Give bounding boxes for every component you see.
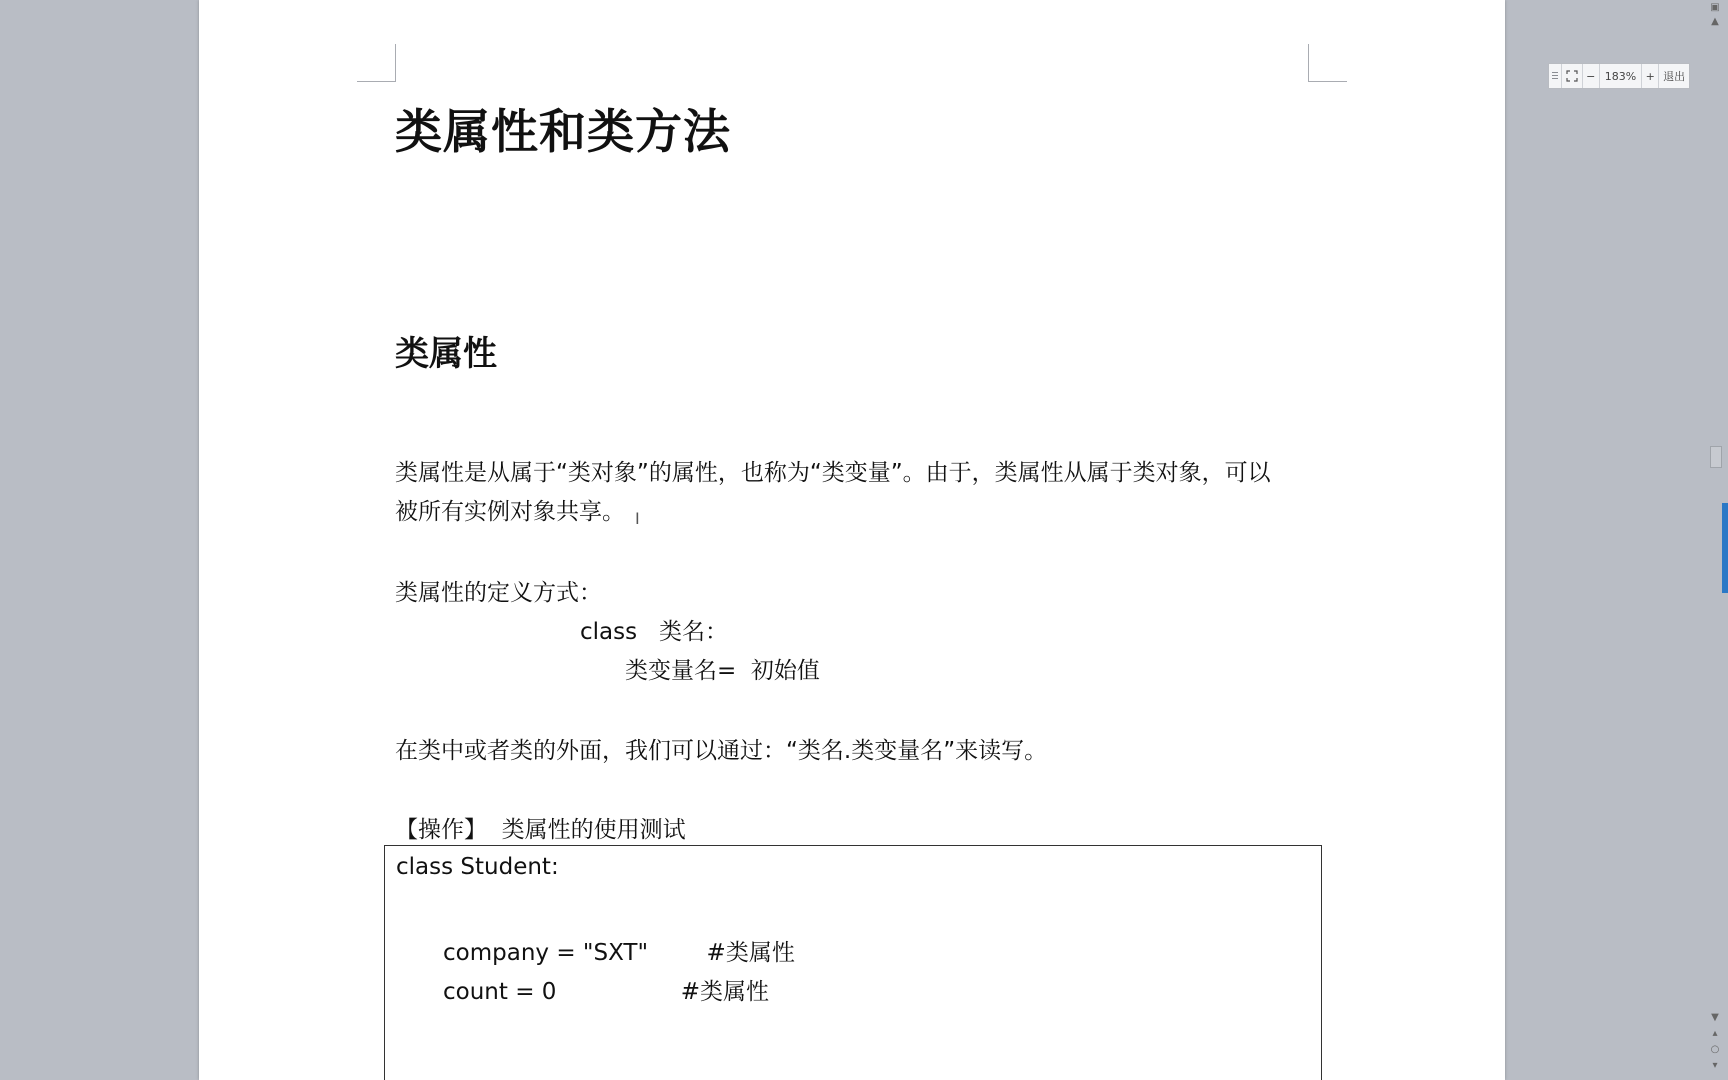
code-line: class Student:	[396, 854, 559, 880]
code-line: company = "SXT" #类属性	[443, 940, 795, 966]
scrollbar-thumb[interactable]	[1710, 446, 1722, 468]
zoom-control	[1548, 63, 1690, 89]
pin-icon[interactable]: ▣	[1710, 2, 1720, 13]
grip-icon[interactable]	[1549, 64, 1562, 88]
scroll-down-icon[interactable]: ▼	[1711, 1012, 1719, 1023]
syntax-line: class 类名：	[580, 619, 729, 645]
code-block	[384, 845, 1322, 1080]
fit-page-icon[interactable]	[1562, 64, 1583, 88]
crop-mark-top-left	[357, 44, 396, 82]
next-page-icon[interactable]: ▾	[1712, 1060, 1718, 1071]
prev-page-icon[interactable]: ▴	[1712, 1028, 1718, 1039]
definition-label: 类属性的定义方式：	[395, 580, 602, 606]
crop-mark-top-right	[1308, 44, 1347, 82]
zoom-level[interactable]: 183%	[1600, 64, 1643, 88]
scroll-up-icon[interactable]: ▲	[1711, 16, 1719, 27]
syntax-line: 类变量名= 初始值	[625, 658, 820, 684]
select-browse-icon[interactable]: ○	[1710, 1044, 1720, 1055]
paragraph-line: 类属性是从属于“类对象”的属性，也称为“类变量”。由于，类属性从属于类对象，可以	[395, 460, 1271, 486]
zoom-in-button[interactable]: +	[1642, 64, 1659, 88]
zoom-out-button[interactable]: −	[1583, 64, 1600, 88]
paragraph-line: 被所有实例对象共享。	[395, 499, 625, 525]
document-title: 类属性和类方法	[395, 105, 731, 160]
text-cursor-icon: I	[635, 509, 640, 528]
document-page[interactable]	[199, 0, 1505, 1080]
paragraph: 在类中或者类的外面，我们可以通过：“类名.类变量名”来读写。	[395, 738, 1048, 764]
section-heading: 类属性	[395, 334, 497, 374]
code-line: count = 0 #类属性	[443, 979, 769, 1005]
exit-button[interactable]: 退出	[1663, 70, 1686, 83]
operation-label: 【操作】 类属性的使用测试	[395, 817, 686, 843]
side-panel-tab[interactable]	[1722, 503, 1728, 593]
